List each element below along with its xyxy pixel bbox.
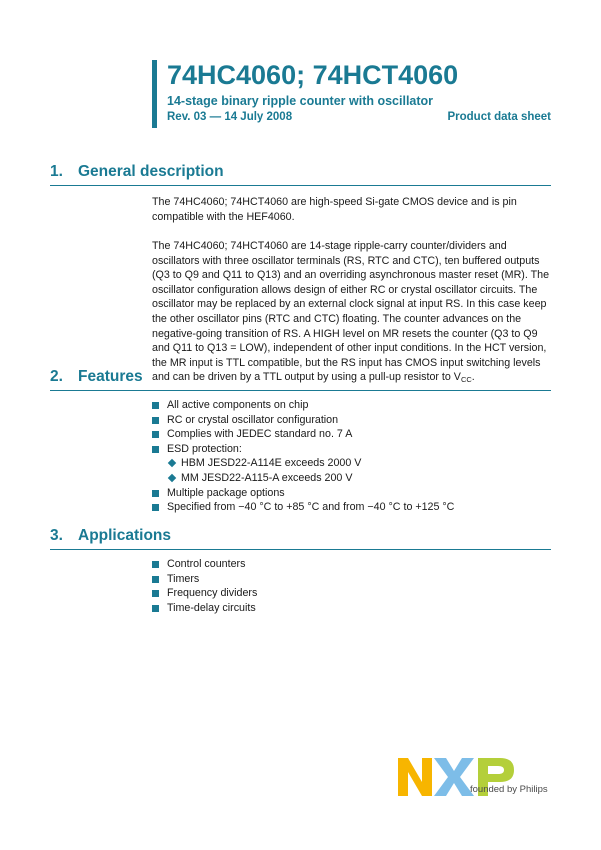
section-number: 1. bbox=[50, 163, 63, 180]
vcc-subscript: CC bbox=[460, 375, 472, 385]
list-item-text: Multiple package options bbox=[167, 486, 285, 499]
square-bullet-icon bbox=[152, 431, 159, 438]
section-heading-applications bbox=[50, 527, 551, 550]
section-heading-features bbox=[50, 368, 551, 391]
list-item-text: Time-delay circuits bbox=[167, 601, 256, 614]
square-bullet-icon bbox=[152, 605, 159, 612]
square-bullet-icon bbox=[152, 490, 159, 497]
square-bullet-icon bbox=[152, 402, 159, 409]
list-item-text: Complies with JEDEC standard no. 7 A bbox=[167, 428, 353, 441]
document-subtitle: 14-stage binary ripple counter with oscillator bbox=[167, 94, 434, 108]
diamond-bullet-icon bbox=[168, 474, 176, 482]
paragraph-2-text: The 74HC4060; 74HCT4060 are 14-stage ripple-carry counter/dividers and oscillators with three oscillator terminals (RS, RTC and CTC), ten buffered outputs (Q3 to Q9 and Q11 to Q13) and an overriding asynchronous master reset (MR). The oscillator configuration allows design of either RC or crystal oscillator circuits. The oscillator may be replaced by an external clock signal at input RS. In this case keep the other oscillator pins (RTC and CTC) floating. The counter advances on the negative-going transition of RS. A HIGH level on MR resets the counter (Q3 to Q9 and Q11 to Q13 = LOW), independent of other input conditions. In the HCT version, the MR input is TTL compatible, but the RS input has CMOS input switching levels and can be driven by a TTL output by using a pull-up resistor to V bbox=[152, 240, 550, 384]
section-number: 2. bbox=[50, 368, 63, 385]
list-item-text: MM JESD22-A115-A exceeds 200 V bbox=[181, 471, 353, 484]
section-title: Features bbox=[78, 368, 143, 385]
diamond-bullet-icon bbox=[168, 459, 176, 467]
section-heading-general-description bbox=[50, 163, 551, 186]
list-item-text: Frequency dividers bbox=[167, 587, 258, 600]
document-type: Product data sheet bbox=[447, 111, 551, 123]
list-item-text: Control counters bbox=[167, 558, 246, 570]
section-number: 3. bbox=[50, 527, 63, 544]
square-bullet-icon bbox=[152, 576, 159, 583]
list-item-text: Specified from −40 °C to +85 °C and from −40 °C to +125 °C bbox=[167, 501, 455, 514]
document-title: 74HC4060; 74HCT4060 bbox=[167, 60, 459, 90]
list-item-text: Timers bbox=[167, 572, 200, 585]
section-title: General description bbox=[78, 163, 224, 180]
square-bullet-icon bbox=[152, 446, 159, 453]
square-bullet-icon bbox=[152, 590, 159, 597]
header-accent-bar bbox=[152, 60, 157, 128]
square-bullet-icon bbox=[152, 504, 159, 511]
general-description-paragraph-2 bbox=[152, 239, 552, 388]
square-bullet-icon bbox=[152, 417, 159, 424]
general-description-paragraph-1: The 74HC4060; 74HCT4060 are high-speed Si-gate CMOS device and is pin compatible with the HEF4060. bbox=[152, 196, 517, 223]
list-item-text: ESD protection: bbox=[167, 442, 242, 455]
section-title: Applications bbox=[78, 527, 172, 544]
list-item-text: HBM JESD22-A114E exceeds 2000 V bbox=[181, 457, 362, 470]
list-item-text: All active components on chip bbox=[167, 399, 309, 411]
logo-tagline: founded by Philips bbox=[470, 784, 548, 795]
list-item-text: RC or crystal oscillator configuration bbox=[167, 413, 339, 426]
square-bullet-icon bbox=[152, 561, 159, 568]
paragraph-2-end: . bbox=[471, 371, 475, 384]
revision-info: Rev. 03 — 14 July 2008 bbox=[167, 111, 293, 123]
